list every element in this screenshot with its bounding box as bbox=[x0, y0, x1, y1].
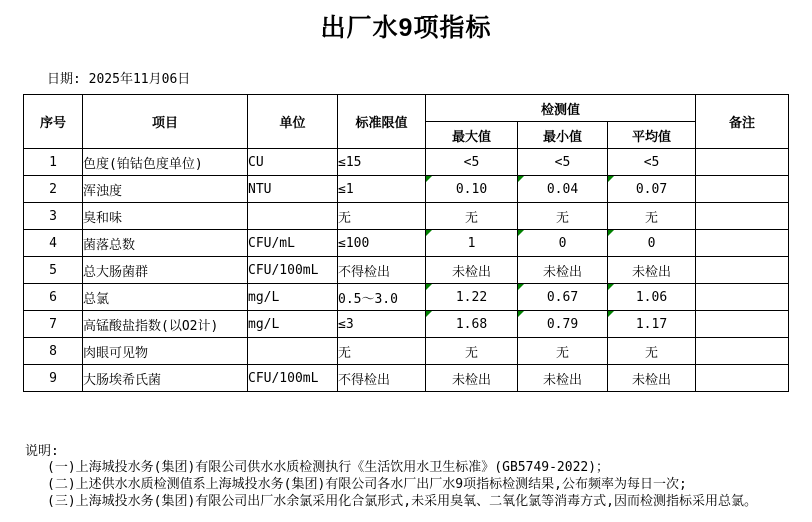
table-row bbox=[24, 284, 789, 311]
excel-error-indicator-icon bbox=[518, 311, 524, 317]
cell-no bbox=[24, 365, 83, 392]
cell-remark bbox=[696, 230, 789, 257]
cell-text: 0.67 bbox=[546, 289, 579, 305]
cell-avg bbox=[608, 284, 696, 311]
cell-unit bbox=[248, 257, 338, 284]
cell-limit bbox=[338, 365, 426, 392]
excel-error-indicator-icon bbox=[426, 284, 432, 290]
cell-limit bbox=[338, 311, 426, 338]
cell-avg bbox=[608, 338, 696, 365]
cell-max bbox=[426, 365, 518, 392]
cell-item bbox=[83, 176, 248, 203]
cell-min bbox=[518, 338, 608, 365]
cell-unit bbox=[248, 203, 338, 230]
cell-text: 肉眼可见物 bbox=[83, 345, 149, 361]
cell-text: 未检出 bbox=[632, 264, 672, 280]
cell-text: CFU/100mL bbox=[248, 370, 319, 386]
cell-text: 无 bbox=[338, 345, 352, 361]
notes-heading: 说明: bbox=[25, 444, 59, 459]
cell-text: 未检出 bbox=[451, 372, 491, 388]
cell-unit bbox=[248, 284, 338, 311]
cell-text: 1.22 bbox=[455, 289, 488, 305]
cell-text: ≤1 bbox=[338, 181, 354, 197]
cell-text: 0.10 bbox=[455, 181, 488, 197]
cell-no bbox=[24, 176, 83, 203]
cell-limit bbox=[338, 257, 426, 284]
cell-text: 菌落总数 bbox=[83, 237, 136, 253]
cell-text: 6 bbox=[49, 289, 57, 305]
table-row bbox=[24, 230, 789, 257]
cell-text: ≤15 bbox=[338, 154, 362, 170]
cell-remark bbox=[696, 284, 789, 311]
cell-max bbox=[426, 149, 518, 176]
cell-text: NTU bbox=[248, 181, 272, 197]
cell-no bbox=[24, 257, 83, 284]
cell-no bbox=[24, 284, 83, 311]
cell-max bbox=[426, 203, 518, 230]
cell-text: ≤3 bbox=[338, 316, 354, 332]
cell-item bbox=[83, 311, 248, 338]
page-title: 出厂水9项指标 bbox=[320, 14, 492, 42]
cell-text: 无 bbox=[645, 345, 659, 361]
cell-min bbox=[518, 230, 608, 257]
cell-no bbox=[24, 149, 83, 176]
notes-section bbox=[0, 440, 812, 510]
cell-text: 未检出 bbox=[451, 264, 491, 280]
col-header-detection: 检测值 bbox=[426, 95, 696, 122]
cell-text: 0.79 bbox=[546, 316, 579, 332]
cell-text: mg/L bbox=[248, 289, 280, 305]
cell-text: CFU/100mL bbox=[248, 262, 319, 278]
table-row bbox=[24, 203, 789, 230]
cell-max bbox=[426, 257, 518, 284]
cell-max bbox=[426, 338, 518, 365]
table-row bbox=[24, 338, 789, 365]
cell-max bbox=[426, 176, 518, 203]
cell-text: 大肠埃希氏菌 bbox=[83, 372, 162, 388]
cell-text: 4 bbox=[49, 235, 57, 251]
excel-error-indicator-icon bbox=[518, 284, 524, 290]
cell-text: <5 bbox=[463, 154, 480, 170]
cell-item bbox=[83, 230, 248, 257]
cell-text: <5 bbox=[643, 154, 660, 170]
cell-text: mg/L bbox=[248, 316, 280, 332]
cell-avg bbox=[608, 257, 696, 284]
cell-avg bbox=[608, 365, 696, 392]
cell-remark bbox=[696, 338, 789, 365]
cell-min bbox=[518, 311, 608, 338]
excel-error-indicator-icon bbox=[608, 311, 614, 317]
col-header-min: 最小值 bbox=[518, 122, 608, 149]
cell-text: 1 bbox=[49, 154, 57, 170]
cell-limit bbox=[338, 230, 426, 257]
cell-limit bbox=[338, 203, 426, 230]
cell-text: 0.04 bbox=[546, 181, 579, 197]
col-header-limit: 标准限值 bbox=[338, 95, 426, 149]
cell-min bbox=[518, 284, 608, 311]
cell-text: 1.68 bbox=[455, 316, 488, 332]
cell-avg bbox=[608, 311, 696, 338]
cell-text: 1.17 bbox=[635, 316, 668, 332]
cell-text: 9 bbox=[49, 370, 57, 386]
cell-item bbox=[83, 338, 248, 365]
cell-max bbox=[426, 311, 518, 338]
excel-error-indicator-icon bbox=[608, 230, 614, 236]
cell-unit bbox=[248, 149, 338, 176]
date-label: 日期: 2025年11月06日 bbox=[47, 72, 191, 87]
excel-error-indicator-icon bbox=[518, 176, 524, 182]
col-header-item: 项目 bbox=[83, 95, 248, 149]
col-header-avg: 平均值 bbox=[608, 122, 696, 149]
cell-avg bbox=[608, 176, 696, 203]
cell-text: 无 bbox=[338, 210, 352, 226]
cell-max bbox=[426, 230, 518, 257]
cell-text: 0 bbox=[647, 235, 656, 251]
cell-text: 总氯 bbox=[83, 291, 110, 307]
cell-text: <5 bbox=[554, 154, 571, 170]
cell-unit bbox=[248, 230, 338, 257]
cell-text: ≤100 bbox=[338, 235, 370, 251]
cell-text: 5 bbox=[49, 262, 57, 278]
cell-text: 不得检出 bbox=[338, 264, 391, 280]
col-header-remark: 备注 bbox=[696, 95, 789, 149]
cell-limit bbox=[338, 338, 426, 365]
cell-remark bbox=[696, 149, 789, 176]
table-row bbox=[24, 176, 789, 203]
cell-item bbox=[83, 149, 248, 176]
cell-text: 无 bbox=[555, 210, 569, 226]
cell-min bbox=[518, 257, 608, 284]
cell-limit bbox=[338, 176, 426, 203]
cell-text: 浑浊度 bbox=[83, 183, 123, 199]
cell-no bbox=[24, 203, 83, 230]
cell-min bbox=[518, 149, 608, 176]
table-body bbox=[24, 149, 789, 392]
cell-remark bbox=[696, 176, 789, 203]
water-quality-table bbox=[23, 94, 789, 392]
cell-remark bbox=[696, 257, 789, 284]
excel-error-indicator-icon bbox=[426, 311, 432, 317]
cell-text: 总大肠菌群 bbox=[83, 264, 149, 280]
cell-unit bbox=[248, 365, 338, 392]
cell-min bbox=[518, 203, 608, 230]
cell-text: 7 bbox=[49, 316, 57, 332]
cell-text: 0.07 bbox=[635, 181, 668, 197]
cell-remark bbox=[696, 203, 789, 230]
cell-text: 无 bbox=[464, 345, 478, 361]
cell-max bbox=[426, 284, 518, 311]
cell-avg bbox=[608, 230, 696, 257]
cell-item bbox=[83, 257, 248, 284]
cell-text: 0 bbox=[558, 235, 567, 251]
excel-error-indicator-icon bbox=[608, 284, 614, 290]
cell-limit bbox=[338, 284, 426, 311]
cell-text: 高锰酸盐指数(以O2计) bbox=[83, 318, 219, 334]
cell-min bbox=[518, 176, 608, 203]
cell-avg bbox=[608, 149, 696, 176]
table-row bbox=[24, 149, 789, 176]
cell-remark bbox=[696, 365, 789, 392]
cell-text: CU bbox=[248, 154, 264, 170]
excel-error-indicator-icon bbox=[426, 176, 432, 182]
cell-no bbox=[24, 230, 83, 257]
cell-min bbox=[518, 365, 608, 392]
table-row bbox=[24, 311, 789, 338]
cell-text: 无 bbox=[464, 210, 478, 226]
cell-avg bbox=[608, 203, 696, 230]
excel-error-indicator-icon bbox=[518, 230, 524, 236]
cell-no bbox=[24, 338, 83, 365]
cell-text: 臭和味 bbox=[83, 210, 123, 226]
table-row bbox=[24, 365, 789, 392]
cell-item bbox=[83, 203, 248, 230]
cell-text: 无 bbox=[555, 345, 569, 361]
cell-text: 未检出 bbox=[542, 264, 582, 280]
cell-unit bbox=[248, 311, 338, 338]
cell-text: 2 bbox=[49, 181, 57, 197]
cell-item bbox=[83, 365, 248, 392]
col-header-no: 序号 bbox=[24, 95, 83, 149]
cell-remark bbox=[696, 311, 789, 338]
excel-error-indicator-icon bbox=[608, 176, 614, 182]
cell-text: 未检出 bbox=[542, 372, 582, 388]
cell-unit bbox=[248, 338, 338, 365]
cell-limit bbox=[338, 149, 426, 176]
cell-no bbox=[24, 311, 83, 338]
cell-text: 未检出 bbox=[632, 372, 672, 388]
note-item-1: (一)上海城投水务(集团)有限公司供水水质检测执行《生活饮用水卫生标准》(GB5749-2022)； bbox=[47, 460, 610, 475]
cell-text: 1 bbox=[467, 235, 476, 251]
cell-text: CFU/mL bbox=[248, 235, 295, 251]
cell-unit bbox=[248, 176, 338, 203]
table-row bbox=[24, 257, 789, 284]
cell-text: 1.06 bbox=[635, 289, 668, 305]
col-header-max: 最大值 bbox=[426, 122, 518, 149]
note-item-2: (二)上述供水水质检测值系上海城投水务(集团)有限公司各水厂出厂水9项指标检测结果,公布频率为每日一次; bbox=[47, 477, 687, 492]
col-header-unit: 单位 bbox=[248, 95, 338, 149]
note-item-3: (三)上海城投水务(集团)有限公司出厂水余氯采用化合氯形式,未采用臭氧、二氧化氯等消毒方式,因而检测指标采用总氯。 bbox=[47, 494, 757, 509]
cell-text: 3 bbox=[49, 208, 57, 224]
cell-text: 0.5～3.0 bbox=[338, 291, 398, 307]
excel-error-indicator-icon bbox=[426, 230, 432, 236]
cell-item bbox=[83, 284, 248, 311]
cell-text: 色度(铂钴色度单位) bbox=[83, 156, 203, 172]
cell-text: 不得检出 bbox=[338, 372, 391, 388]
cell-text: 8 bbox=[49, 343, 57, 359]
cell-text: 无 bbox=[645, 210, 659, 226]
